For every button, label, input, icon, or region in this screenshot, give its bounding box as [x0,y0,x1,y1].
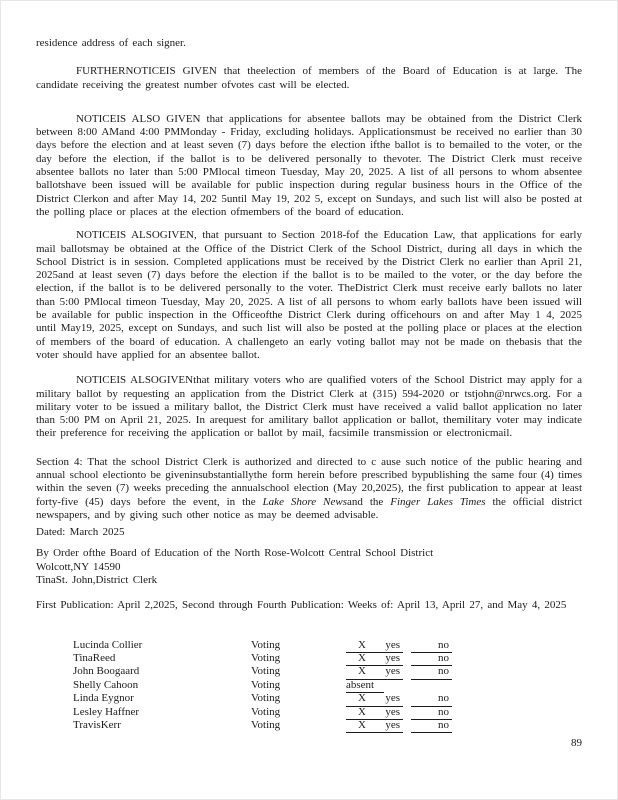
yes-mark-line [346,719,403,733]
voter-name: TinaReed [73,652,116,665]
no-mark-line: no [411,706,452,720]
x-mark: X [358,652,366,665]
vote-action: Voting [251,692,281,705]
no-mark-line: no [411,639,452,653]
yes-label: yes [385,719,400,732]
voter-name: Shelly Cahoon [73,678,139,691]
vote-action: Voting [251,638,281,651]
table-row [73,679,582,692]
paragraph-early-mail-notice: NOTICEIS ALSOGIVEN, that pursuant to Section 2018-fof the Education Law, that applications for early mail ballotsmay be obtained at the Office of the District Clerk of the School District, during all days in which the School District is in session. Completed applications must be received by the District Clerk no earlier than April 21, 2025and at least seven (7) days before the election if the ballot is to be mailed to the voter, or the day before the election, if the ballot is to be delivered personally to the voter. TheDistrict Clerk must receive early ballots no later than 5:00 PMlocal timeon Tuesday, May 20, 2025. A list of all persons to whom early ballots have been issued will be available for public inspection in the Officeofthe District Clerk during officehours on and after May 1 4, 2025 until May19, 2025, except on Sundays, and such list will also be posted at the polling place or places at the election of members of the board of education. A challengeto an early voting ballot may not be made on thebasis that the voter should have applied for an absentee ballot. [36,229,582,361]
section4-text: Section 4: That the school District Clerk is authorized and directed to c ause such notice of the public hearing and annual school electionto be giveninsubstantiallythe form herein before prescribed bypublishing the same four (4) times within the seven (7) weeks preceding the annualschool election (May 20,2025), the first publication to appear at least forty-five (45) days before the event, in the [36,455,582,508]
vote-marks [346,692,452,705]
page-number: 89 [571,737,582,749]
dated-line: Dated: March 2025 [36,526,125,539]
section4-text: the official district newspapers, and by giving such other notice as may be deemed advisable. [36,495,582,521]
vote-action: Voting [251,678,281,691]
vote-marks [346,665,452,678]
table-row [73,639,582,652]
paragraph-continuation: residence address of each signer. [36,37,186,49]
voting-roll [36,639,582,733]
table-row [73,652,582,665]
yes-mark-line [346,692,403,706]
voter-name: John Boogaard [73,665,140,678]
section4-text: and the [347,495,391,508]
voter-name: Linda Eygnor [73,692,134,705]
absent-mark-line: absent [346,679,384,693]
yes-mark-line [346,639,403,653]
voter-name: Lucinda Collier [73,638,143,651]
yes-label: yes [385,692,400,705]
paragraph-further-notice: FURTHERNOTICEIS GIVEN that theelection of members of the Board of Education is at large. The candidate receiving the greatest number ofvotes cast will be elected. [36,65,582,91]
x-mark: X [358,719,366,732]
table-row [73,719,582,732]
by-order-line: By Order ofthe Board of Education of the North Rose-Wolcott Central School District [36,546,434,559]
yes-mark-line [346,652,403,666]
yes-label: yes [385,705,400,718]
x-mark: X [358,705,366,718]
vote-marks [346,679,384,692]
no-mark-line: no [411,665,452,679]
vote-marks [346,652,452,665]
no-mark-line: no [411,652,452,666]
yes-label: yes [385,638,400,651]
paragraph-absentee-notice: NOTICEIS ALSO GIVEN that applications for absentee ballots may be obtained from the District Clerk between 8:00 AMand 4:00 PMMonday - Friday, excluding holidays. Applicationsmust be received no earlier than 30 days before the election and at least seven (7) days before the election ifthe ballot is to bemailed to the voter, or the day before the election, if the ballot is to be delivered personally to thevoter. The District Clerk must receive absentee ballots no later than 5:00 PMlocal timeon Tuesday, May 20, 2025. A list of all persons to whom absentee ballotshave been issued will be available for public inspection during regular business hours in the Office of the District Clerkon and after May 14, 202 5until May 19, 202 5, except on Sundays, and such list will also be posted at the polling place or places at the election ofmembers of the board of education. [36,112,582,218]
voter-name: TravisKerr [73,719,121,732]
newspaper-name-lake-shore-news: Lake Shore News [262,495,347,508]
vote-marks [346,639,452,652]
x-mark: X [358,665,366,678]
table-row [73,692,582,705]
yes-label: yes [385,652,400,665]
yes-label: yes [385,665,400,678]
x-mark: X [358,638,366,651]
paragraph-military-notice: NOTICEIS ALSOGIVENthat military voters who are qualified voters of the School District may apply for a military ballot by requesting an application from the District Clerk at (315) 594-2020 or tstjohn@nrwcs.org. For a military voter to be issued a military ballot, the District Clerk must have received a valid ballot application no later than 5:00 PM on April 21, 2025. In arequest for amilitary ballot application or ballot, themilitary voter may indicate their preference for receiving the application or ballot by mail, facsimile transmission or electronicmail. [36,374,582,440]
table-row [73,665,582,678]
vote-action: Voting [251,705,281,718]
vote-action: Voting [251,652,281,665]
voter-name: Lesley Haffner [73,705,140,718]
publication-line: First Publication: April 2,2025, Second through Fourth Publication: Weeks of: April 13, April 27, and May 4, 2025 [36,599,567,612]
vote-marks [346,719,452,732]
no-mark-line: no [411,719,452,733]
vote-marks [346,706,452,719]
clerk-line: TinaSt. John,District Clerk [36,574,158,587]
yes-mark-line [346,706,403,720]
newspaper-name-finger-lakes-times: Finger Lakes Times [390,495,486,508]
vote-action: Voting [251,665,281,678]
table-row [73,706,582,719]
yes-mark-line [346,665,403,679]
vote-action: Voting [251,719,281,732]
x-mark: X [358,692,366,705]
no-mark-line: no [411,692,452,706]
location-line: Wolcott,NY 14590 [36,560,121,573]
paragraph-section4 [36,456,582,522]
